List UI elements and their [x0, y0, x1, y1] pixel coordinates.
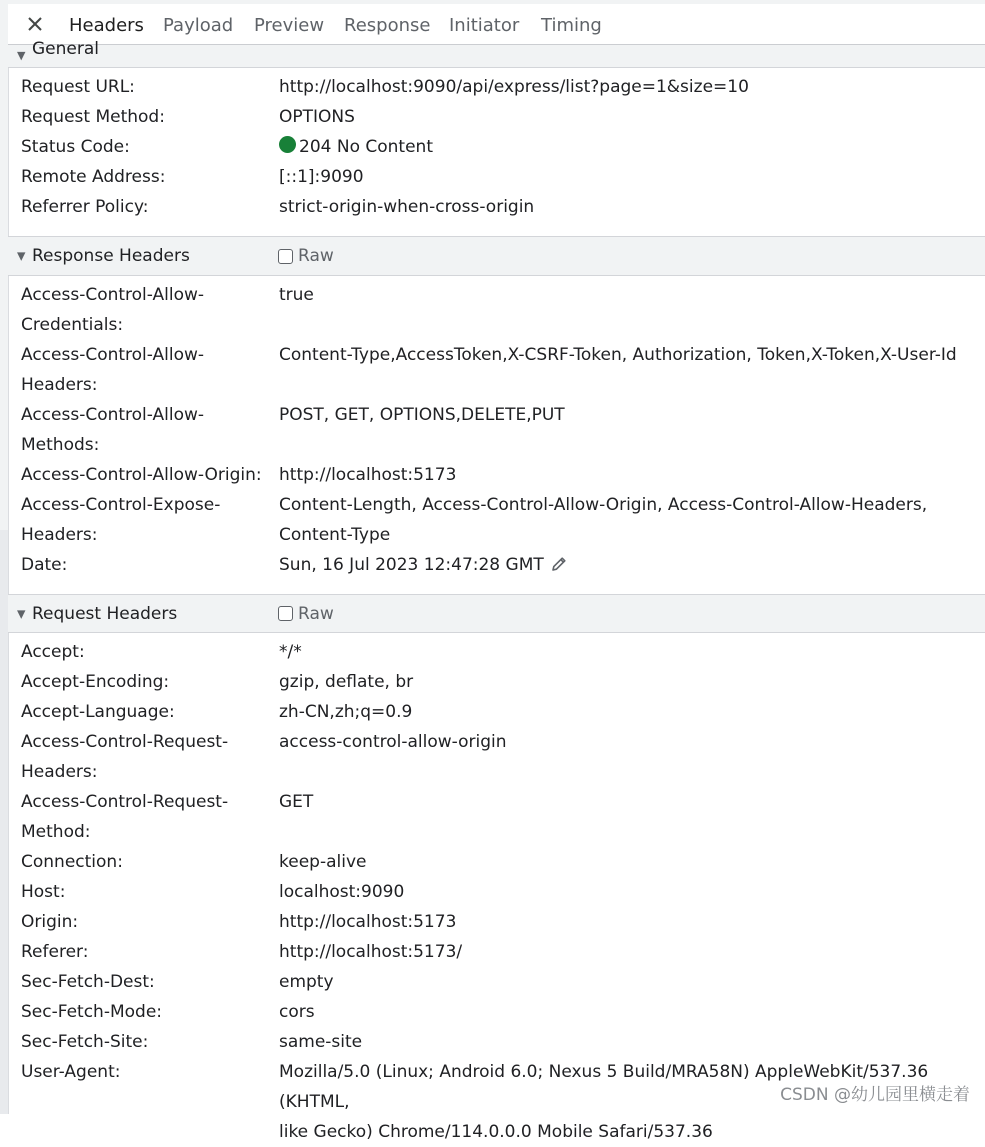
header-value[interactable]: http://localhost:5173/ — [279, 942, 463, 962]
caret-down-icon: ▼ — [17, 249, 26, 263]
header-value[interactable]: same-site — [279, 1032, 363, 1052]
header-value[interactable]: Content-Type,AccessToken,X-CSRF-Token, Authorization, Token,X-Token,X-User-Id — [279, 345, 957, 365]
header-key: Request Method: — [21, 107, 165, 127]
raw-label: Raw — [298, 246, 334, 266]
response-raw-toggle[interactable] — [278, 246, 334, 266]
header-key: Access-Control-Allow- Methods: — [21, 405, 205, 455]
header-key: Access-Control-Expose- Headers: — [21, 495, 221, 545]
header-value[interactable]: keep-alive — [279, 852, 367, 872]
general-section-header[interactable] — [8, 39, 985, 68]
tab-timing[interactable]: Timing — [541, 15, 602, 36]
request-headers-section-header[interactable] — [8, 594, 985, 633]
header-key: Access-Control-Request- Headers: — [21, 732, 229, 782]
header-value[interactable]: OPTIONS — [279, 107, 355, 127]
raw-checkbox[interactable] — [278, 249, 293, 264]
header-value[interactable]: access-control-allow-origin — [279, 732, 507, 752]
header-value[interactable]: http://localhost:5173 — [279, 465, 457, 485]
header-key: User-Agent: — [21, 1062, 121, 1082]
header-value[interactable]: localhost:9090 — [279, 882, 405, 902]
date-value[interactable] — [279, 550, 979, 580]
header-key: Request URL: — [21, 77, 135, 97]
header-key: Sec-Fetch-Dest: — [21, 972, 155, 992]
tab-response[interactable]: Response — [344, 15, 431, 36]
header-key: Access-Control-Allow-Origin: — [21, 465, 262, 485]
header-key: Remote Address: — [21, 167, 166, 187]
header-value[interactable]: http://localhost:9090/api/express/list?page=1&size=10 — [279, 77, 749, 97]
header-key: Accept: — [21, 642, 85, 662]
header-value[interactable]: zh-CN,zh;q=0.9 — [279, 702, 413, 722]
header-value[interactable]: http://localhost:5173 — [279, 912, 457, 932]
header-key: Status Code: — [21, 137, 130, 157]
header-key: Sec-Fetch-Mode: — [21, 1002, 163, 1022]
header-key: Accept-Language: — [21, 702, 175, 722]
header-key: Referer: — [21, 942, 89, 962]
header-key: Access-Control-Allow- Headers: — [21, 345, 205, 395]
header-value[interactable]: empty — [279, 972, 334, 992]
request-headers-title: Request Headers — [32, 603, 178, 624]
header-key: Date: — [21, 555, 68, 575]
caret-down-icon: ▼ — [17, 607, 26, 620]
header-key: Accept-Encoding: — [21, 672, 170, 692]
request-raw-toggle[interactable] — [278, 604, 334, 624]
tab-headers[interactable]: Headers — [54, 8, 159, 48]
header-key: Connection: — [21, 852, 123, 872]
response-headers-title: Response Headers — [32, 246, 190, 266]
status-ok-icon — [279, 136, 296, 153]
header-value[interactable]: */* — [279, 642, 302, 662]
header-key: Sec-Fetch-Site: — [21, 1032, 149, 1052]
header-key: Access-Control-Request- Method: — [21, 792, 229, 842]
pencil-icon[interactable] — [550, 555, 568, 573]
header-value[interactable]: POST, GET, OPTIONS,DELETE,PUT — [279, 405, 565, 425]
status-code-text: 204 No Content — [299, 137, 433, 157]
status-code-value[interactable] — [279, 132, 979, 162]
response-headers-section-header[interactable] — [8, 236, 985, 276]
header-key: Access-Control-Allow- Credentials: — [21, 285, 205, 335]
raw-checkbox[interactable] — [278, 606, 293, 621]
caret-down-icon: ▼ — [17, 49, 26, 62]
watermark: CSDN @幼儿园里横走着 — [780, 1085, 970, 1105]
general-section-title: General — [32, 39, 99, 59]
header-key: Origin: — [21, 912, 79, 932]
close-icon[interactable] — [24, 13, 46, 35]
left-gutter-lower — [0, 530, 8, 1114]
raw-label: Raw — [298, 603, 334, 624]
header-value[interactable]: strict-origin-when-cross-origin — [279, 197, 535, 217]
tab-preview[interactable]: Preview — [254, 15, 325, 36]
header-key: Host: — [21, 882, 66, 902]
header-value[interactable]: Content-Length, Access-Control-Allow-Origin, Access-Control-Allow-Headers, Content-Type — [279, 495, 928, 545]
header-value[interactable]: Mozilla/5.0 (Linux; Android 6.0; Nexus 5 Build/MRA58N) AppleWebKit/537.36 (KHTML, like Gecko) Chrome/114.0.0.0 Mobile Safari/537.36 — [279, 1062, 929, 1142]
tab-initiator[interactable]: Initiator — [449, 15, 520, 36]
date-text: Sun, 16 Jul 2023 12:47:28 GMT — [279, 555, 544, 575]
header-key: Referrer Policy: — [21, 197, 149, 217]
header-value[interactable]: true — [279, 285, 314, 305]
tab-bar — [8, 0, 985, 45]
header-value[interactable]: gzip, deflate, br — [279, 672, 414, 692]
header-value[interactable]: cors — [279, 1002, 315, 1022]
tab-payload[interactable]: Payload — [163, 15, 234, 36]
header-value[interactable]: [::1]:9090 — [279, 167, 364, 187]
header-value[interactable]: GET — [279, 792, 314, 812]
